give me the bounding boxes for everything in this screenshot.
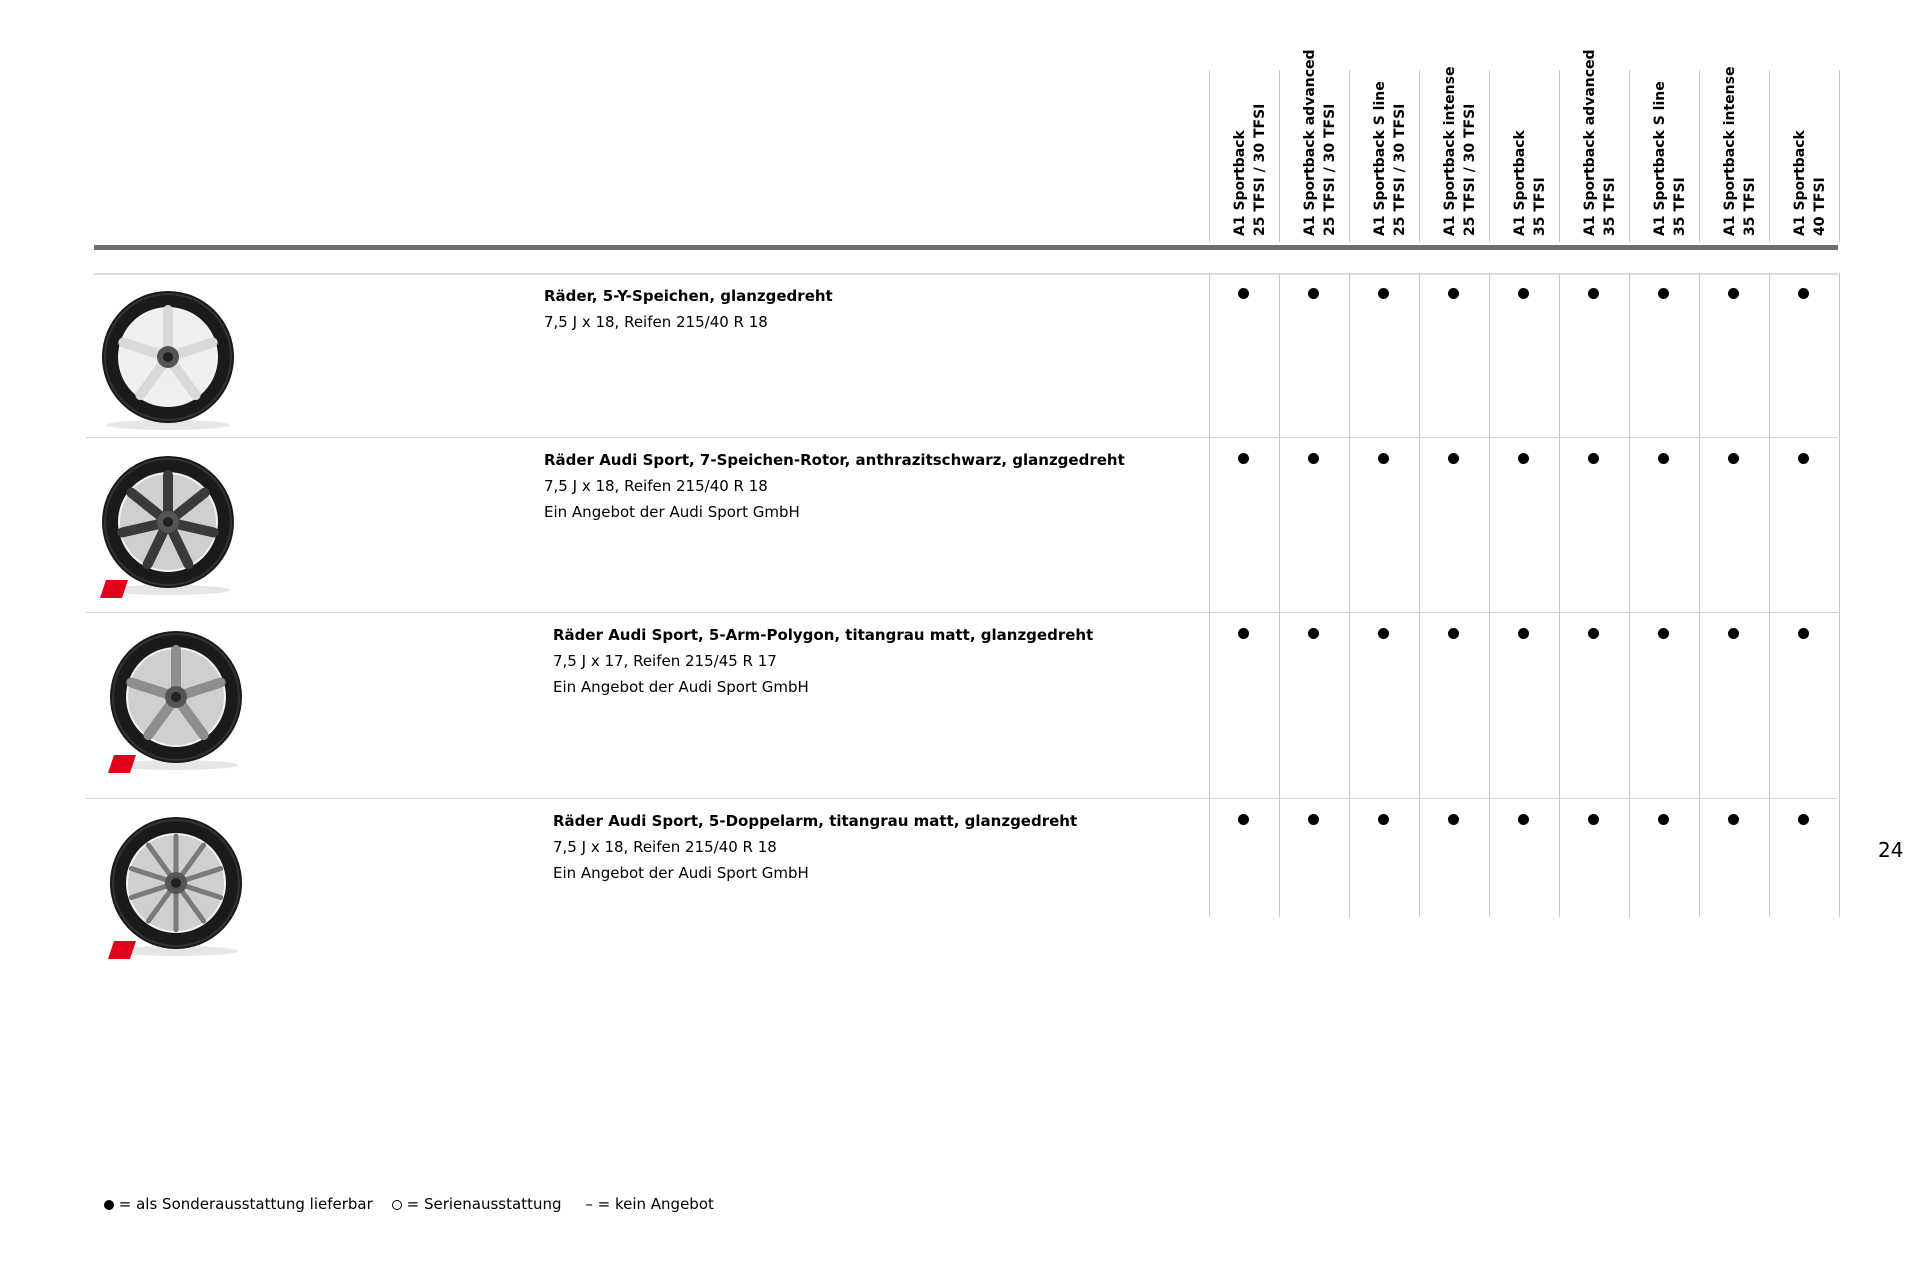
model-name: A1 Sportback xyxy=(1232,130,1248,236)
wheel-description xyxy=(553,808,1077,886)
column-header-4 xyxy=(1419,66,1490,242)
wheel-offer-note: Ein Angebot der Audi Sport GmbH xyxy=(544,503,800,521)
wheel-thumbnail xyxy=(100,452,250,606)
column-header-2 xyxy=(1279,49,1350,242)
page-number: 24 xyxy=(1878,838,1904,862)
availability-dot xyxy=(1308,288,1319,299)
availability-dot xyxy=(1588,288,1599,299)
legend-standard: = Serienausstattung xyxy=(406,1195,562,1213)
wheel-thumbnail xyxy=(100,287,250,441)
availability-dot xyxy=(1518,453,1529,464)
column-header-1 xyxy=(1209,70,1280,242)
column-header-edge xyxy=(1839,70,1840,242)
column-header-label xyxy=(1790,130,1830,236)
availability-dot xyxy=(1448,814,1459,825)
column-header-5 xyxy=(1489,70,1560,242)
model-name: A1 Sportback xyxy=(1792,130,1808,236)
availability-dot xyxy=(1308,814,1319,825)
model-name: A1 Sportback S line xyxy=(1652,81,1668,236)
wheel-option-row xyxy=(0,612,1920,798)
availability-dot xyxy=(1448,628,1459,639)
model-name: A1 Sportback intense xyxy=(1442,66,1458,236)
wheel-thumbnail xyxy=(108,627,258,781)
wheel-spec: 7,5 J x 17, Reifen 215/45 R 17 xyxy=(553,652,777,670)
availability-dot xyxy=(1798,814,1809,825)
availability-dot xyxy=(1518,288,1529,299)
availability-dot xyxy=(1378,814,1389,825)
audi-sport-badge xyxy=(108,755,136,773)
model-name: A1 Sportback advanced xyxy=(1582,49,1598,236)
model-name: A1 Sportback advanced xyxy=(1302,49,1318,236)
availability-dot xyxy=(1728,288,1739,299)
column-header-8 xyxy=(1699,66,1770,242)
column-header-label xyxy=(1440,67,1480,236)
wheel-thumbnail xyxy=(108,813,258,967)
engine-variant: 35 TFSI xyxy=(1602,177,1618,236)
availability-dot xyxy=(1798,453,1809,464)
audi-sport-badge xyxy=(100,580,128,598)
availability-dot xyxy=(1238,814,1249,825)
engine-variant: 25 TFSI / 30 TFSI xyxy=(1392,103,1408,236)
availability-dot xyxy=(1728,814,1739,825)
availability-dot xyxy=(1658,288,1669,299)
model-name: A1 Sportback S line xyxy=(1372,81,1388,236)
header-rule xyxy=(94,245,1838,250)
filled-dot-icon xyxy=(104,1200,114,1210)
wheel-spec: 7,5 J x 18, Reifen 215/40 R 18 xyxy=(553,838,777,856)
availability-dot xyxy=(1588,814,1599,825)
wheel-title: Räder Audi Sport, 5-Arm-Polygon, titangrau matt, glanzgedreht xyxy=(553,626,1094,644)
availability-dot xyxy=(1378,453,1389,464)
availability-dot xyxy=(1658,453,1669,464)
availability-dot xyxy=(1658,628,1669,639)
engine-variant: 35 TFSI xyxy=(1742,177,1758,236)
column-header-label xyxy=(1300,49,1340,236)
column-header-label xyxy=(1580,49,1620,236)
engine-variant: 25 TFSI / 30 TFSI xyxy=(1462,103,1478,236)
wheel-title: Räder, 5-Y-Speichen, glanzgedreht xyxy=(544,287,833,305)
wheel-option-row xyxy=(0,273,1920,437)
availability-dot xyxy=(1448,453,1459,464)
engine-variant: 40 TFSI xyxy=(1812,177,1828,236)
engine-variant: 35 TFSI xyxy=(1672,177,1688,236)
wheel-description xyxy=(544,447,1125,525)
wheel-description xyxy=(544,283,833,335)
column-header-7 xyxy=(1629,70,1700,242)
column-header-3 xyxy=(1349,70,1420,242)
availability-dot xyxy=(1378,628,1389,639)
availability-dot xyxy=(1588,628,1599,639)
model-name: A1 Sportback intense xyxy=(1722,66,1738,236)
dash-icon: – xyxy=(585,1195,593,1213)
availability-dot xyxy=(1658,814,1669,825)
availability-dot xyxy=(1798,288,1809,299)
engine-variant: 25 TFSI / 30 TFSI xyxy=(1322,103,1338,236)
availability-dot xyxy=(1238,288,1249,299)
availability-dot xyxy=(1518,628,1529,639)
column-header-label xyxy=(1650,81,1690,236)
wheel-image xyxy=(100,452,250,602)
audi-sport-badge xyxy=(108,941,136,959)
availability-dot xyxy=(1238,628,1249,639)
availability-dot xyxy=(1308,453,1319,464)
wheel-option-row xyxy=(0,437,1920,612)
column-header-6 xyxy=(1559,49,1630,242)
wheel-title: Räder Audi Sport, 5-Doppelarm, titangrau matt, glanzgedreht xyxy=(553,812,1078,830)
availability-dot xyxy=(1518,814,1529,825)
legend xyxy=(104,1194,714,1214)
wheel-spec: 7,5 J x 18, Reifen 215/40 R 18 xyxy=(544,313,768,331)
engine-variant: 35 TFSI xyxy=(1532,177,1548,236)
availability-dot xyxy=(1448,288,1459,299)
wheel-description xyxy=(553,622,1093,700)
availability-dot xyxy=(1238,453,1249,464)
column-header-label xyxy=(1230,104,1270,236)
wheel-spec: 7,5 J x 18, Reifen 215/40 R 18 xyxy=(544,477,768,495)
wheel-image xyxy=(100,287,250,437)
availability-dot xyxy=(1728,453,1739,464)
wheel-image xyxy=(108,627,258,777)
availability-dot xyxy=(1588,453,1599,464)
open-circle-icon xyxy=(392,1200,402,1210)
column-header-label xyxy=(1720,67,1760,236)
availability-dot xyxy=(1308,628,1319,639)
availability-dot xyxy=(1378,288,1389,299)
engine-variant: 25 TFSI / 30 TFSI xyxy=(1252,103,1268,236)
column-header-label xyxy=(1510,130,1550,236)
legend-none: = kein Angebot xyxy=(597,1195,714,1213)
availability-dot xyxy=(1798,628,1809,639)
column-header-9 xyxy=(1769,70,1840,242)
wheel-offer-note: Ein Angebot der Audi Sport GmbH xyxy=(553,678,809,696)
wheel-image xyxy=(108,813,258,963)
column-header-label xyxy=(1370,81,1410,236)
wheel-title: Räder Audi Sport, 7-Speichen-Rotor, anthrazitschwarz, glanzgedreht xyxy=(544,451,1125,469)
legend-optional: = als Sonderausstattung lieferbar xyxy=(118,1195,373,1213)
wheel-offer-note: Ein Angebot der Audi Sport GmbH xyxy=(553,864,809,882)
wheel-option-row xyxy=(0,798,1920,917)
model-name: A1 Sportback xyxy=(1512,130,1528,236)
availability-dot xyxy=(1728,628,1739,639)
